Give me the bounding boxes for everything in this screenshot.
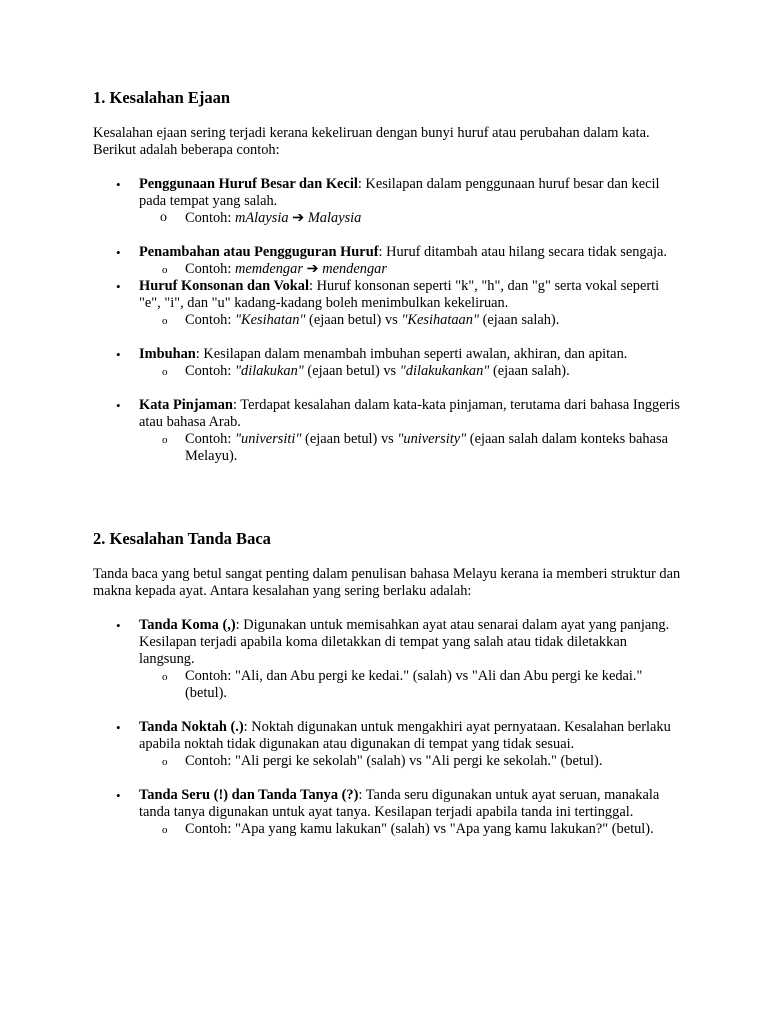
- item-term: Penambahan atau Pengguguran Huruf: [139, 244, 379, 260]
- example-item: [139, 312, 683, 329]
- example-list: [139, 668, 683, 702]
- example-prefix: Contoh:: [185, 261, 235, 277]
- example-text: Contoh: "Apa yang kamu lakukan" (salah) vs "Apa yang kamu lakukan?" (betul).: [185, 821, 654, 837]
- item-description: : Kesilapan dalam menambah imbuhan seperti awalan, akhiran, dan apitan.: [195, 346, 628, 362]
- item-term: Huruf Konsonan dan Vokal: [139, 278, 309, 294]
- bullet-icon: •: [116, 618, 121, 633]
- example-item: [139, 821, 683, 838]
- example-correct: "universiti": [234, 431, 302, 447]
- example-item: [139, 431, 683, 465]
- example-list: [139, 261, 683, 278]
- example-right: mendengar: [322, 261, 387, 277]
- sub-bullet-icon: o: [162, 671, 168, 683]
- sub-bullet-icon: o: [162, 824, 168, 836]
- example-item: [139, 668, 683, 702]
- section-heading: 2. Kesalahan Tanda Baca: [93, 529, 271, 548]
- arrow-icon: ➔: [302, 261, 323, 277]
- list-item: [93, 244, 683, 278]
- item-description: : Digunakan untuk memisahkan ayat atau senarai dalam ayat yang panjang. Kesilapan terjadi apabila koma diletakkan di tempat yang salah atau tidak diletakkan langsung.: [139, 617, 670, 667]
- example-prefix: Contoh:: [185, 210, 235, 226]
- error-list: [93, 176, 683, 465]
- bullet-icon: •: [116, 177, 121, 192]
- example-item: [139, 753, 683, 770]
- item-term: Tanda Koma (,): [139, 617, 236, 633]
- example-suffix: (ejaan salah dalam konteks bahasa Melayu).: [185, 431, 668, 464]
- error-list: [93, 617, 683, 838]
- example-incorrect: "Kesihataan": [401, 312, 479, 328]
- example-middle: (ejaan betul) vs: [303, 363, 400, 379]
- example-middle: (ejaan betul) vs: [301, 431, 398, 447]
- bullet-icon: •: [116, 720, 121, 735]
- example-list: [139, 210, 683, 227]
- example-correct: "Kesihatan": [234, 312, 306, 328]
- section-punctuation-errors: [93, 529, 683, 838]
- sub-bullet-icon: o: [162, 315, 168, 327]
- example-list: [139, 431, 683, 465]
- sub-bullet-icon: o: [162, 434, 168, 446]
- section-intro: Kesalahan ejaan sering terjadi kerana kekeliruan dengan bunyi huruf atau perubahan dalam kata. Berikut adalah beberapa contoh:: [93, 125, 650, 158]
- item-description: : Noktah digunakan untuk mengakhiri ayat pernyataan. Kesalahan berlaku apabila noktah tidak digunakan atau digunakan di tempat yang tidak sesuai.: [139, 719, 671, 752]
- example-wrong: memdengar: [234, 261, 303, 277]
- example-item: [139, 261, 683, 278]
- example-incorrect: "university": [397, 431, 467, 447]
- example-prefix: Contoh:: [185, 431, 235, 447]
- section-heading: 1. Kesalahan Ejaan: [93, 88, 231, 107]
- example-item: [139, 363, 683, 380]
- list-item: [93, 397, 683, 465]
- example-right: Malaysia: [307, 210, 362, 226]
- example-text: Contoh: "Ali, dan Abu pergi ke kedai." (salah) vs "Ali dan Abu pergi ke kedai." (betul).: [185, 668, 643, 701]
- bullet-icon: •: [116, 347, 121, 362]
- item-description: : Huruf konsonan seperti "k", "h", dan "g" serta vokal seperti "e", "i", dan "u" kadang-kadang boleh menimbulkan kekeliruan.: [139, 278, 660, 311]
- list-item: [93, 346, 683, 380]
- example-item: [139, 210, 683, 227]
- bullet-icon: •: [116, 788, 121, 803]
- item-description: : Tanda seru digunakan untuk ayat seruan, manakala tanda tanya digunakan untuk ayat tanya. Kesilapan terjadi apabila tanda ini tertinggal.: [139, 787, 660, 820]
- example-list: [139, 312, 683, 329]
- section-spelling-errors: [93, 88, 683, 465]
- item-term: Tanda Noktah (.): [139, 719, 244, 735]
- bullet-icon: •: [116, 245, 121, 260]
- example-middle: (ejaan betul) vs: [305, 312, 402, 328]
- example-list: [139, 821, 683, 838]
- example-prefix: Contoh:: [185, 312, 235, 328]
- item-description: : Terdapat kesalahan dalam kata-kata pinjaman, terutama dari bahasa Inggeris atau bahasa Arab.: [139, 397, 680, 430]
- bullet-icon: •: [116, 398, 121, 413]
- item-term: Penggunaan Huruf Besar dan Kecil: [139, 176, 358, 192]
- list-item: [93, 787, 683, 838]
- sub-bullet-icon: o: [162, 366, 168, 378]
- sub-bullet-icon: o: [162, 264, 168, 276]
- example-incorrect: "dilakukankan": [399, 363, 490, 379]
- section-intro: Tanda baca yang betul sangat penting dalam penulisan bahasa Melayu kerana ia memberi struktur dan makna kepada ayat. Antara kesalahan yang sering berlaku adalah:: [93, 566, 681, 599]
- item-description: : Huruf ditambah atau hilang secara tidak sengaja.: [378, 244, 667, 260]
- example-list: [139, 753, 683, 770]
- arrow-icon: ➔: [288, 210, 308, 226]
- bullet-icon: •: [116, 279, 121, 294]
- example-wrong: mAlaysia: [234, 210, 289, 226]
- example-suffix: (ejaan salah).: [479, 312, 560, 328]
- item-description: : Kesilapan dalam penggunaan huruf besar dan kecil pada tempat yang salah.: [139, 176, 660, 209]
- sub-bullet-icon: o: [162, 756, 168, 768]
- example-prefix: Contoh:: [185, 363, 235, 379]
- list-item: [93, 176, 683, 227]
- item-term: Imbuhan: [139, 346, 196, 362]
- list-item: [93, 278, 683, 329]
- item-term: Kata Pinjaman: [139, 397, 233, 413]
- example-text: Contoh: "Ali pergi ke sekolah" (salah) vs "Ali pergi ke sekolah." (betul).: [185, 753, 603, 769]
- example-list: [139, 363, 683, 380]
- list-item: [93, 719, 683, 770]
- sub-bullet-icon: o: [160, 210, 167, 225]
- example-correct: "dilakukan": [234, 363, 304, 379]
- list-item: [93, 617, 683, 702]
- example-suffix: (ejaan salah).: [489, 363, 570, 379]
- item-term: Tanda Seru (!) dan Tanda Tanya (?): [139, 787, 359, 803]
